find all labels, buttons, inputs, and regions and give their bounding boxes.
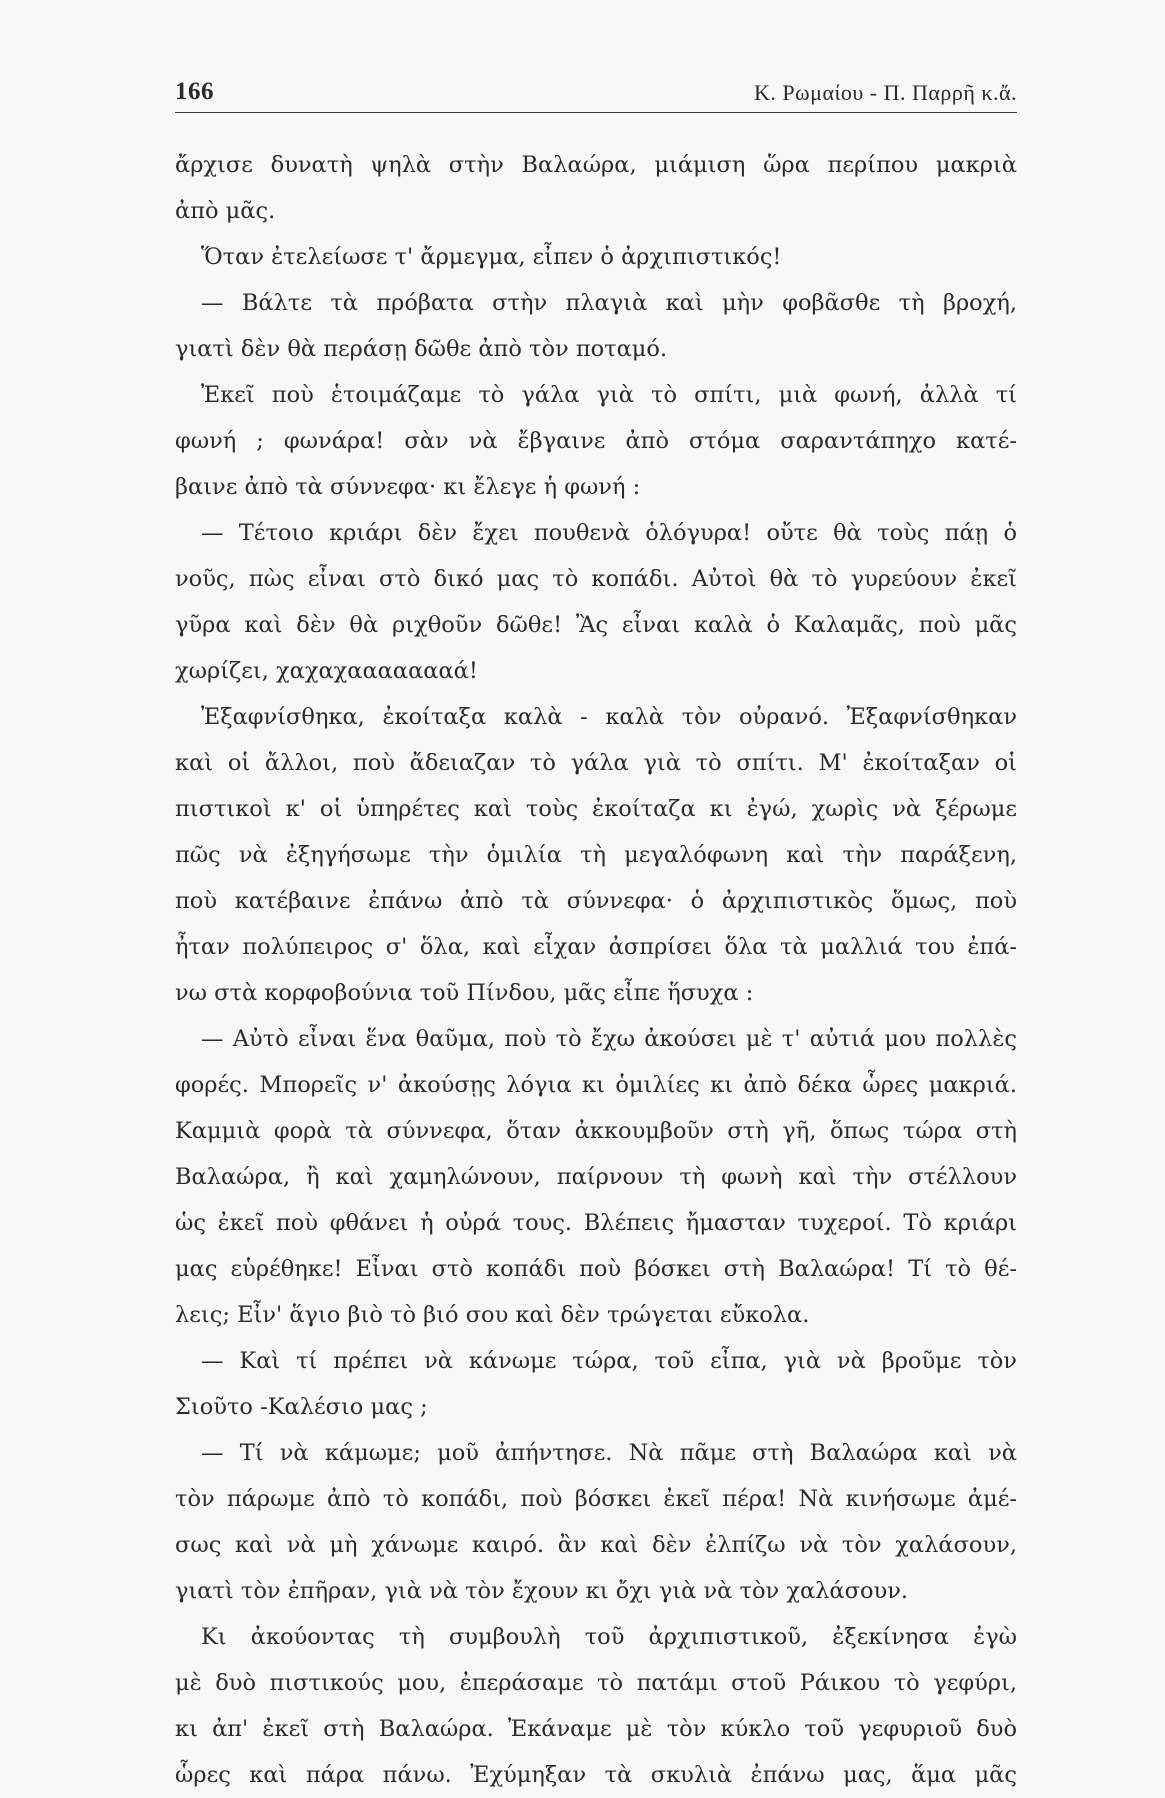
- text-line: Κι ἀκούοντας τὴ συμβουλὴ τοῦ ἀρχιπιστικοῦ, ἐξεκίνησα ἐγὼ: [201, 1624, 1017, 1650]
- text-line: τὸν πάρωμε ἀπὸ τὸ κοπάδι, ποὺ βόσκει ἐκεῖ πέρα! Νὰ κινήσωμε ἀμέ-: [175, 1486, 1017, 1512]
- page-header: [175, 76, 1017, 110]
- text-line: μὲ δυὸ πιστικούς μου, ἐπεράσαμε τὸ πατάμι στοῦ Ράικου τὸ γεφύρι,: [175, 1670, 1017, 1696]
- text-line: σως καὶ νὰ μὴ χάνωμε καιρό. ἂν καὶ δὲν ἐλπίζω νὰ τὸν χαλάσουν,: [175, 1532, 1017, 1558]
- text-line: — Βάλτε τὰ πρόβατα στὴν πλαγιὰ καὶ μὴν φοβᾶσθε τὴ βροχή,: [201, 290, 1017, 316]
- text-line: — Τέτοιο κριάρι δὲν ἔχει πουθενὰ ὁλόγυρα! οὔτε θὰ τοὺς πάῃ ὁ: [201, 520, 1017, 546]
- text-line: ποὺ κατέβαινε ἐπάνω ἀπὸ τὰ σύννεφα· ὁ ἀρχιπιστικὸς ὅμως, ποὺ: [175, 888, 1017, 914]
- text-line: γιατὶ δὲν θὰ περάσῃ δῶθε ἀπὸ τὸν ποταμό.: [175, 336, 668, 362]
- text-line: Ἐξαφνίσθηκα, ἐκοίταξα καλὰ - καλὰ τὸν οὐρανό. Ἐξαφνίσθηκαν: [201, 704, 1017, 730]
- text-line: γιατὶ τὸν ἐπῆραν, γιὰ νὰ τὸν ἔχουν κι ὄχι γιὰ νὰ τὸν χαλάσουν.: [175, 1578, 909, 1604]
- text-line: Καμμιὰ φορὰ τὰ σύννεφα, ὅταν ἀκκουμβοῦν στὴ γῆ, ὅπως τώρα στὴ: [175, 1118, 1017, 1144]
- text-line: πῶς νὰ ἐξηγήσωμε τὴν ὁμιλία τὴ μεγαλόφωνη καὶ τὴν παράξενη,: [175, 842, 1017, 868]
- text-line: λεις; Εἶν' ἅγιο βιὸ τὸ βιό σου καὶ δὲν τρώγεται εὔκολα.: [175, 1302, 810, 1328]
- text-line: Ὅταν ἐτελείωσε τ' ἄρμεγμα, εἶπεν ὁ ἀρχιπιστικός!: [201, 244, 782, 270]
- text-line: μας εὑρέθηκε! Εἶναι στὸ κοπάδι ποὺ βόσκει στὴ Βαλαώρα! Τί τὸ θέ-: [175, 1256, 1017, 1282]
- text-line: πιστικοὶ κ' οἱ ὑπηρέτες καὶ τοὺς ἐκοίταζα κι ἐγώ, χωρὶς νὰ ξέρωμε: [175, 796, 1017, 822]
- page-number: 166: [175, 78, 214, 105]
- text-line: — Καὶ τί πρέπει νὰ κάνωμε τώρα, τοῦ εἶπα, γιὰ νὰ βροῦμε τὸν: [201, 1348, 1017, 1374]
- text-line: νω στὰ κορφοβούνια τοῦ Πίνδου, μᾶς εἶπε ἥσυχα :: [175, 980, 754, 1006]
- text-line: ἄρχισε δυνατὴ ψηλὰ στὴν Βαλαώρα, μιάμιση ὥρα περίπου μακριὰ: [175, 152, 1017, 178]
- text-line: — Αὐτὸ εἶναι ἕνα θαῦμα, ποὺ τὸ ἔχω ἀκούσει μὲ τ' αὐτιά μου πολλὲς: [201, 1026, 1017, 1052]
- text-line: χωρίζει, χαχαχαααααααά!: [175, 658, 478, 684]
- text-line: ὡς ἐκεῖ ποὺ φθάνει ἡ οὐρά τους. Βλέπεις ἤμασταν τυχεροί. Τὸ κριάρι: [175, 1210, 1017, 1236]
- text-line: φορές. Μπορεῖς ν' ἀκούσῃς λόγια κι ὁμιλίες κι ἀπὸ δέκα ὧρες μακριά.: [175, 1072, 1017, 1098]
- text-line: κι ἀπ' ἐκεῖ στὴ Βαλαώρα. Ἐκάναμε μὲ τὸν κύκλο τοῦ γεφυριοῦ δυὸ: [175, 1716, 1017, 1742]
- text-line: νοῦς, πὼς εἶναι στὸ δικό μας τὸ κοπάδι. Αὐτοὶ θὰ τὸ γυρεύουν ἐκεῖ: [175, 566, 1017, 592]
- text-line: Σιοῦτο -Καλέσιο μας ;: [175, 1394, 428, 1420]
- text-line: Ἐκεῖ ποὺ ἑτοιμάζαμε τὸ γάλα γιὰ τὸ σπίτι, μιὰ φωνή, ἀλλὰ τί: [201, 382, 1017, 408]
- text-line: φωνή ; φωνάρα! σὰν νὰ ἔβγαινε ἀπὸ στόμα σαραντάπηχο κατέ-: [175, 428, 1017, 454]
- text-line: ἦταν πολύπειρος σ' ὅλα, καὶ εἶχαν ἀσπρίσει ὅλα τὰ μαλλιά του ἐπά-: [175, 934, 1017, 960]
- text-line: — Τί νὰ κάμωμε; μοῦ ἀπήντησε. Νὰ πᾶμε στὴ Βαλαώρα καὶ νὰ: [201, 1440, 1017, 1466]
- text-line: καὶ οἱ ἄλλοι, ποὺ ἄδειαζαν τὸ γάλα γιὰ τὸ σπίτι. Μ' ἐκοίταξαν οἱ: [175, 750, 1017, 776]
- running-title: Κ. Ρωμαίου - Π. Παρρῆ κ.ἄ.: [754, 80, 1017, 105]
- text-line: ὧρες καὶ πάρα πάνω. Ἐχύμηξαν τὰ σκυλιὰ ἐπάνω μας, ἅμα μᾶς: [175, 1762, 1017, 1788]
- text-line: ἀπὸ μᾶς.: [175, 198, 276, 224]
- text-line: βαινε ἀπὸ τὰ σύννεφα· κι ἔλεγε ἡ φωνή :: [175, 474, 641, 500]
- body-text: [175, 142, 1017, 1798]
- text-line: Βαλαώρα, ἢ καὶ χαμηλώνουν, παίρνουν τὴ φωνὴ καὶ τὴν στέλλουν: [175, 1164, 1017, 1190]
- text-line: γῦρα καὶ δὲν θὰ ριχθοῦν δῶθε! Ἂς εἶναι καλὰ ὁ Καλαμᾶς, ποὺ μᾶς: [175, 612, 1017, 638]
- header-rule: [175, 112, 1017, 113]
